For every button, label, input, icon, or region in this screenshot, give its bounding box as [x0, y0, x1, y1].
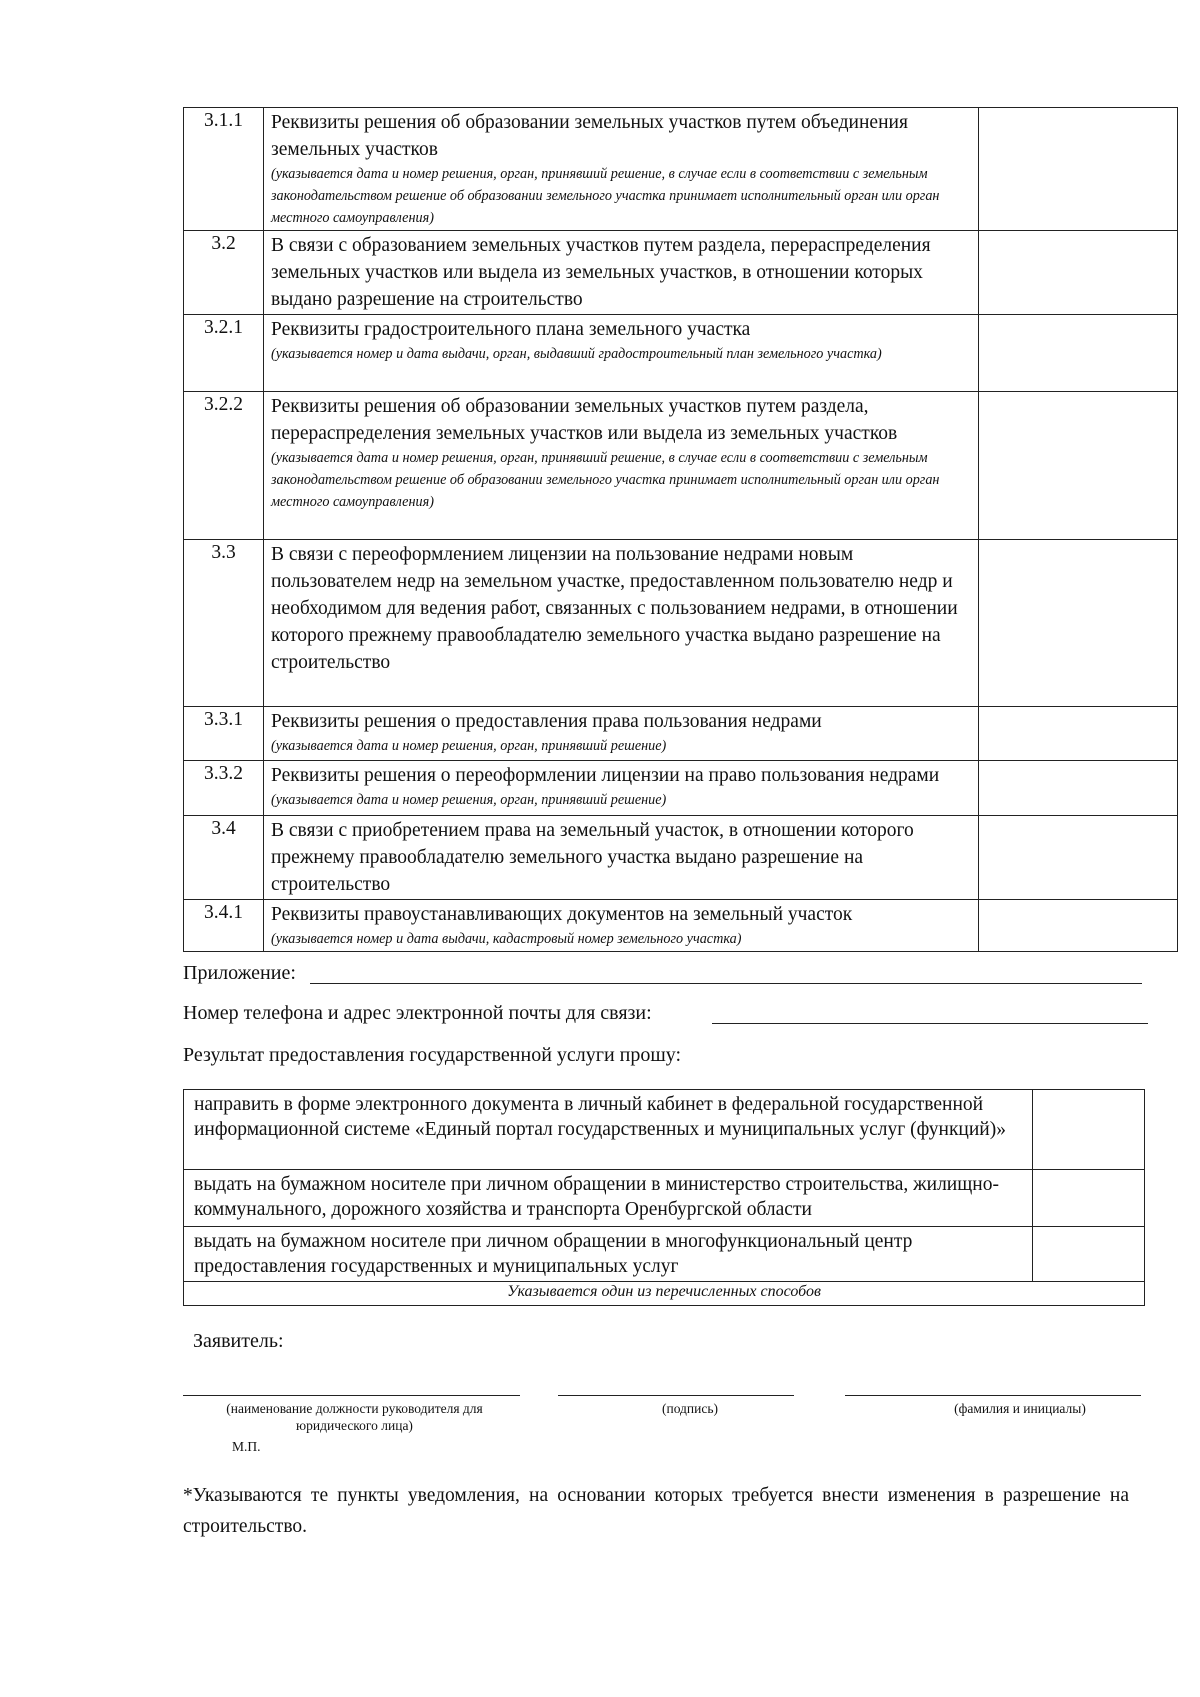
table-row: [184, 392, 1178, 540]
value-cell[interactable]: [979, 540, 1178, 707]
result-label: Результат предоставления государственной услуги прошу:: [183, 1044, 682, 1066]
position-caption: (наименование должности руководителя для юридического лица): [226, 1401, 483, 1433]
appendix-field[interactable]: [310, 963, 1142, 984]
result-method-table: [183, 1089, 1145, 1306]
signature-line[interactable]: [558, 1395, 794, 1396]
result-option-text: выдать на бумажном носителе при личном обращении в многофункциональный центр предоставления государственных и муниципальных услуг: [184, 1227, 1033, 1282]
result-footer: Указывается один из перечисленных способов: [184, 1282, 1145, 1306]
item-number: 3.3.1: [184, 707, 264, 761]
table-row: [184, 707, 1178, 761]
value-cell[interactable]: [979, 816, 1178, 900]
item-number: 3.3: [184, 540, 264, 707]
item-number: 3.4: [184, 816, 264, 900]
item-text: Реквизиты решения об образовании земельных участков путем объединения земельных участков: [271, 112, 908, 160]
value-cell[interactable]: [979, 108, 1178, 231]
footnote: *Указываются те пункты уведомления, на основании которых требуется внести изменения в разрешение на строительство.: [183, 1485, 1129, 1537]
item-note: (указывается номер и дата выдачи, кадастровый номер земельного участка): [271, 931, 742, 947]
result-footer-row: [184, 1282, 1145, 1306]
result-option-checkbox[interactable]: [1033, 1170, 1145, 1227]
item-text: Реквизиты решения о предоставления права пользования недрами: [271, 711, 822, 732]
result-option-text: выдать на бумажном носителе при личном обращении в министерство строительства, жилищно-коммунального, дорожного хозяйства и транспорта Оренбургской области: [184, 1170, 1033, 1227]
appendix-label: Приложение:: [183, 962, 296, 984]
item-note: (указывается дата и номер решения, орган, принявший решение): [271, 738, 667, 754]
item-number: 3.2.1: [184, 315, 264, 392]
value-cell[interactable]: [979, 707, 1178, 761]
name-caption: (фамилия и инициалы): [954, 1401, 1086, 1416]
changes-table: [183, 107, 1178, 952]
value-cell[interactable]: [979, 392, 1178, 540]
stamp-label: М.П.: [232, 1439, 261, 1454]
item-note: (указывается дата и номер решения, орган, принявший решение, в случае если в соответствии с земельным законодательством решение об образовании земельного участка принимает исполнительный орган или орган местного самоуправления): [271, 450, 940, 510]
item-note: (указывается дата и номер решения, орган, принявший решение): [271, 792, 667, 808]
table-row: [184, 108, 1178, 231]
result-option-text: направить в форме электронного документа в личный кабинет в федеральной государственной информационной системе «Единый портал государственных и муниципальных услуг (функций)»: [184, 1090, 1033, 1170]
value-cell[interactable]: [979, 231, 1178, 315]
name-line[interactable]: [845, 1395, 1141, 1396]
table-row: [184, 231, 1178, 315]
applicant-label: Заявитель:: [193, 1330, 284, 1352]
item-note: (указывается номер и дата выдачи, орган, выдавший градостроительный план земельного участка): [271, 346, 882, 362]
result-option-checkbox[interactable]: [1033, 1227, 1145, 1282]
table-row: [184, 540, 1178, 707]
item-text: В связи с приобретением права на земельный участок, в отношении которого прежнему правообладателю земельного участка выдано разрешение на строительство: [271, 820, 914, 895]
result-option: [184, 1170, 1145, 1227]
table-row: [184, 816, 1178, 900]
item-number: 3.1.1: [184, 108, 264, 231]
item-text: В связи с переоформлением лицензии на пользование недрами новым пользователем недр на земельном участке, предоставленном пользователю недр и необходимом для ведения работ, связанных с пользованием недрами, в отношении которого прежнему правообладателю земельного участка выдано разрешение на строительство: [271, 544, 958, 673]
result-option-checkbox[interactable]: [1033, 1090, 1145, 1170]
table-row: [184, 315, 1178, 392]
item-text: Реквизиты решения о переоформлении лицензии на право пользования недрами: [271, 765, 940, 786]
value-cell[interactable]: [979, 900, 1178, 952]
result-option: [184, 1090, 1145, 1170]
result-option: [184, 1227, 1145, 1282]
item-text: Реквизиты градостроительного плана земельного участка: [271, 319, 751, 340]
value-cell[interactable]: [979, 315, 1178, 392]
item-text: В связи с образованием земельных участков путем раздела, перераспределения земельных участков или выдела из земельных участков, в отношении которых выдано разрешение на строительство: [271, 235, 931, 310]
item-text: Реквизиты решения об образовании земельных участков путем раздела, перераспределения земельных участков или выдела из земельных участков: [271, 396, 898, 444]
item-text: Реквизиты правоустанавливающих документов на земельный участок: [271, 904, 853, 925]
table-row: [184, 900, 1178, 952]
item-number: 3.2.2: [184, 392, 264, 540]
item-note: (указывается дата и номер решения, орган, принявший решение, в случае если в соответствии с земельным законодательством решение об образовании земельного участка принимает исполнительный орган или орган местного самоуправления): [271, 166, 940, 226]
item-number: 3.4.1: [184, 900, 264, 952]
contact-label: Номер телефона и адрес электронной почты для связи:: [183, 1002, 652, 1024]
value-cell[interactable]: [979, 761, 1178, 816]
item-number: 3.2: [184, 231, 264, 315]
position-line[interactable]: [183, 1395, 520, 1396]
table-row: [184, 761, 1178, 816]
item-number: 3.3.2: [184, 761, 264, 816]
signature-caption: (подпись): [661, 1401, 719, 1416]
contact-field[interactable]: [712, 1003, 1148, 1024]
